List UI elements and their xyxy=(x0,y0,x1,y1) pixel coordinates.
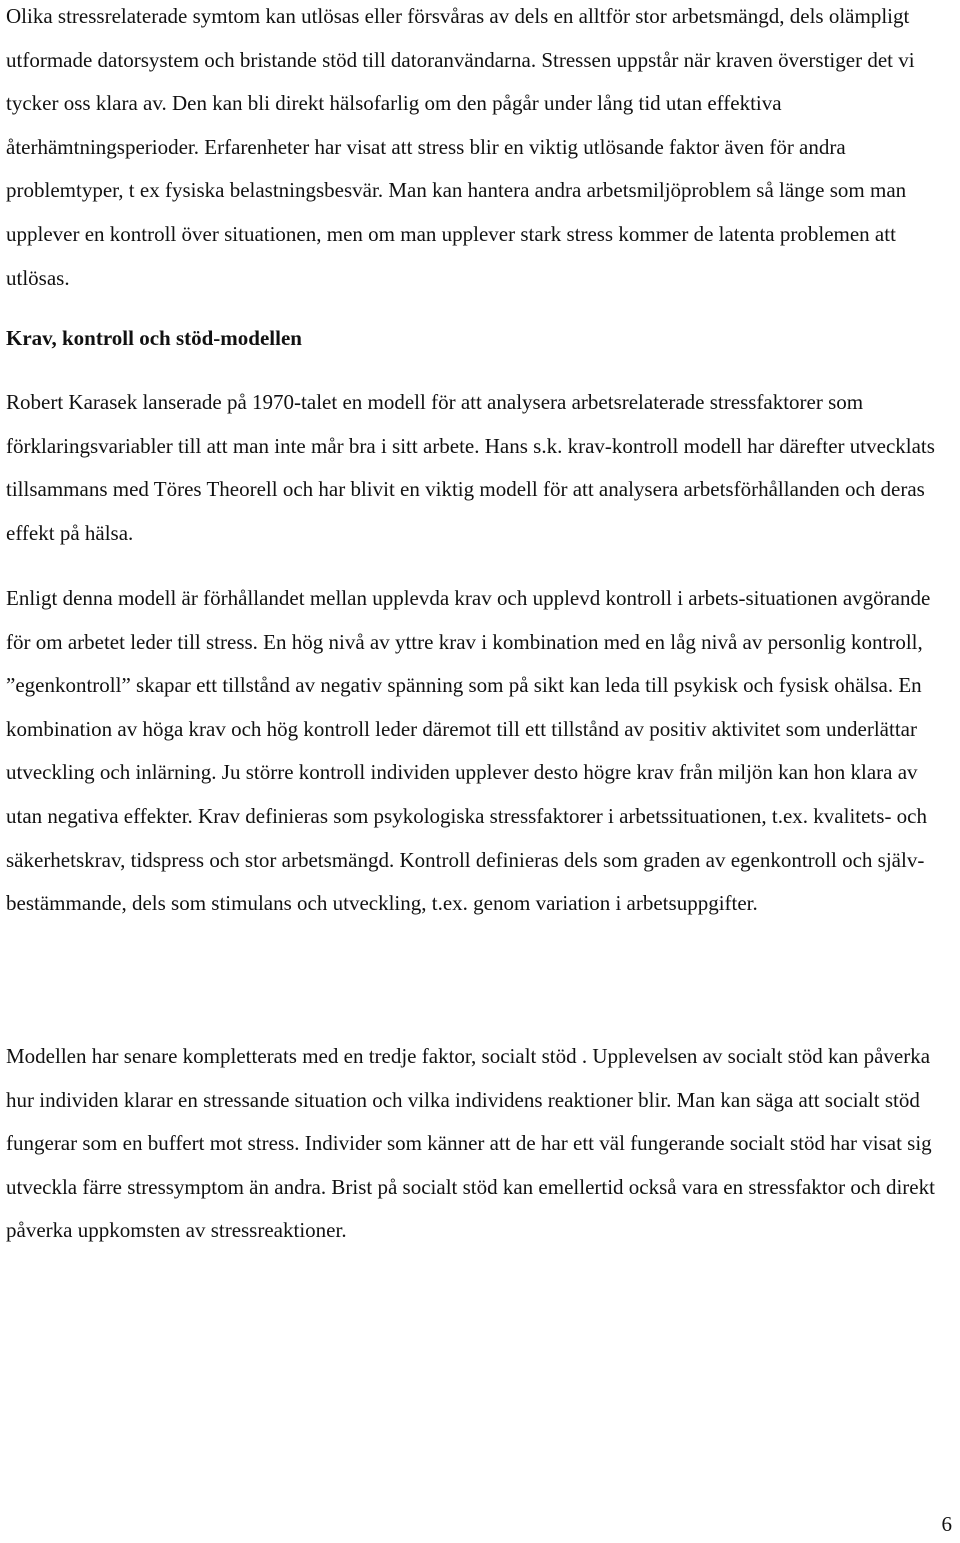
page-number: 6 xyxy=(941,1512,952,1536)
model-paragraph: Enligt denna modell är förhållandet mellan upplevda krav och upplevd kontroll i arbets-situationen avgörande för om arbetet leder till stress. En hög nivå av yttre krav i kombination med en låg nivå av personlig kontroll, ”egenkontroll” skapar ett tillstånd av negativ spänning som på sikt kan leda till psykisk och fysisk ohälsa. En kombination av höga krav och hög kontroll leder däremot till ett tillstånd av positiv aktivitet som underlättar utveckling och inlärning. Ju större kontroll individen upplever desto högre krav från miljön kan hon klara av utan negativa effekter. Krav definieras som psykologiska stressfaktorer i arbetssituationen, t.ex. kvalitets- och säkerhetskrav, tidspress och stor arbetsmängd. Kontroll definieras dels som graden av egenkontroll och själv-bestämmande, dels som stimulans och utveckling, t.ex. genom variation i arbetsuppgifter. xyxy=(6,586,931,916)
section-heading: Krav, kontroll och stöd-modellen xyxy=(6,326,302,350)
social-support-paragraph: Modellen har senare kompletterats med en tredje faktor, socialt stöd . Upplevelsen av socialt stöd kan påverka hur individen klarar en stressande situation och vilka individens reaktioner blir. Man kan säga att socialt stöd fungerar som en buffert mot stress. Individer som känner att de har ett väl fungerande socialt stöd har visat sig utveckla färre stressymptom än andra. Brist på socialt stöd kan emellertid också vara en stressfaktor och direkt påverka uppkomsten av stressreaktioner. xyxy=(6,1044,935,1243)
intro-paragraph: Olika stressrelaterade symtom kan utlösas eller försvåras av dels en alltför stor arbetsmängd, dels olämpligt utformade datorsystem och bristande stöd till datoranvändarna. Stressen uppstår när kraven överstiger det vi tycker oss klara av. Den kan bli direkt hälsofarlig om den pågår under lång tid utan effektiva återhämtningsperioder. Erfarenheter har visat att stress blir en viktig utlösande faktor även för andra problemtyper, t ex fysiska belastningsbesvär. Man kan hantera andra arbetsmiljöproblem så länge som man upplever en kontroll över situationen, men om man upplever stark stress kommer de latenta problemen att utlösas. xyxy=(6,4,915,290)
karasek-paragraph: Robert Karasek lanserade på 1970-talet en modell för att analysera arbetsrelaterade stressfaktorer som förklaringsvariabler till att man inte mår bra i sitt arbete. Hans s.k. krav-kontroll modell har därefter utvecklats tillsammans med Töres Theorell och har blivit en viktig modell för att analysera arbetsförhållanden och deras effekt på hälsa. xyxy=(6,390,935,545)
